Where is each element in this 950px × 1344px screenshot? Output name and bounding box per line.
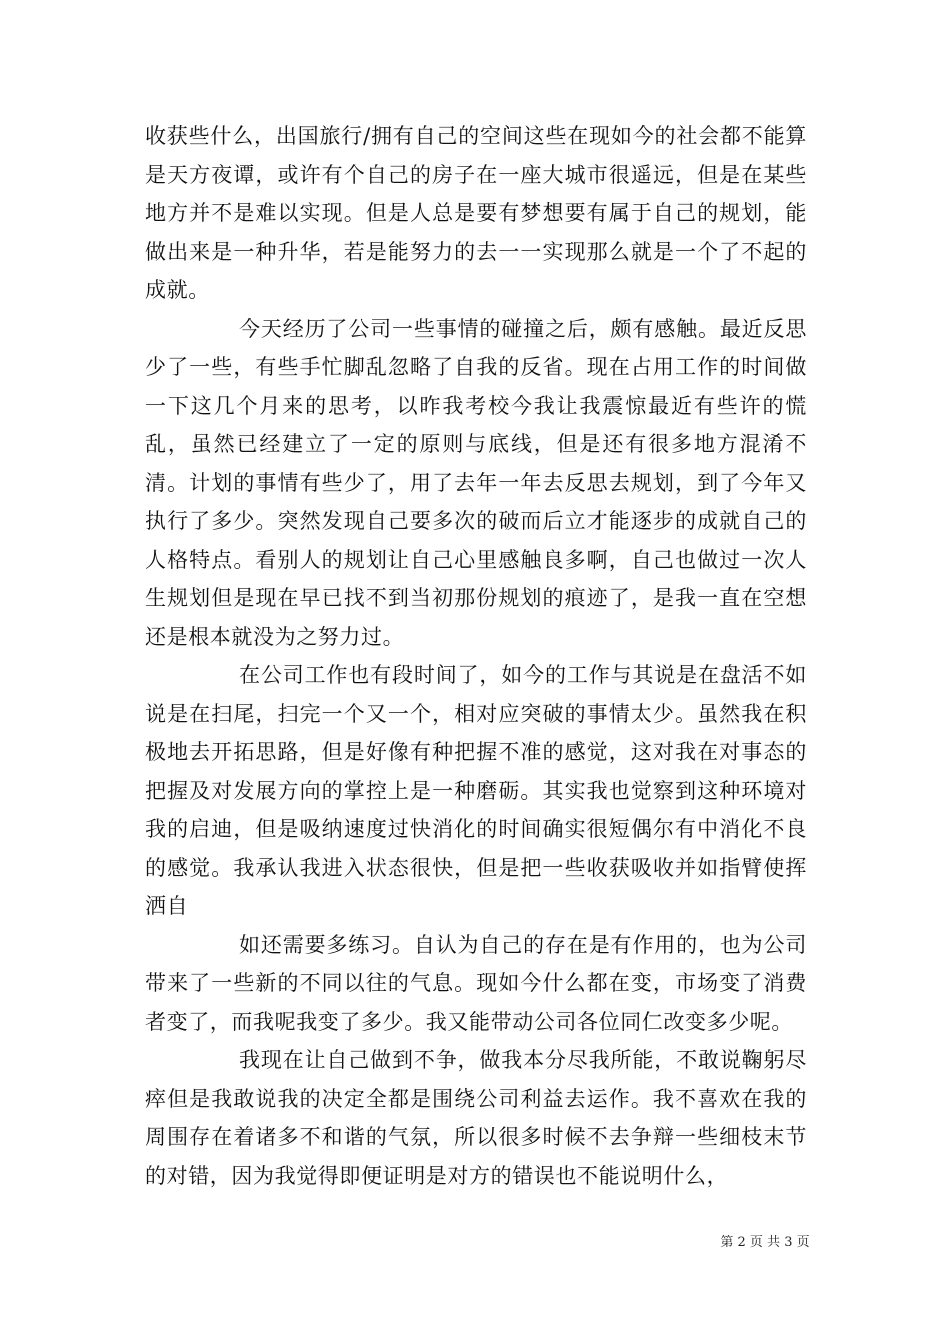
paragraph-5: 我现在让自己做到不争，做我本分尽我所能，不敢说鞠躬尽瘁但是我敢说我的决定全都是围绕公司利益去运作。我不喜欢在我的周围存在着诸多不和谐的气氛，所以很多时候不去争辩一些细枝末节的对错，因为我觉得即便证明是对方的错误也不能说明什么， [145, 1048, 807, 1188]
paragraph-3: 在公司工作也有段时间了，如今的工作与其说是在盘活不如说是在扫尾，扫完一个又一个，相对应突破的事情太少。虽然我在积极地去开拓思路，但是好像有种把握不准的感觉，这对我在对事态的把握及对发展方向的掌控上是一种磨砺。其实我也觉察到这种环境对我的启迪，但是吸纳速度过快消化的时间确实很短偶尔有中消化不良的感觉。我承认我进入状态很快，但是把一些收获吸收并如指臂使挥洒自 [145, 663, 807, 918]
page-number-label: 第 2 页 共 3 页 [720, 1235, 810, 1250]
paragraph-1: 收获些什么，出国旅行/拥有自己的空间这些在现如今的社会都不能算是天方夜谭，或许有个自己的房子在一座大城市很遥远，但是在某些地方并不是难以实现。但是人总是要有梦想要有属于自己的规划，能做出来是一种升华，若是能努力的去一一实现那么就是一个了不起的成就。 [145, 124, 807, 302]
document-body [145, 117, 807, 1195]
page-footer [0, 1235, 950, 1251]
paragraph-4: 如还需要多练习。自认为自己的存在是有作用的，也为公司带来了一些新的不同以往的气息。现如今什么都在变，市场变了消费者变了，而我呢我变了多少。我又能带动公司各位同仁改变多少呢。 [145, 932, 807, 1034]
paragraph-2: 今天经历了公司一些事情的碰撞之后，颇有感触。最近反思少了一些，有些手忙脚乱忽略了自我的反省。现在占用工作的时间做一下这几个月来的思考，以昨我考校今我让我震惊最近有些许的慌乱，虽然已经建立了一定的原则与底线，但是还有很多地方混淆不清。计划的事情有些少了，用了去年一年去反思去规划，到了今年又执行了多少。突然发现自己要多次的破而后立才能逐步的成就自己的人格特点。看别人的规划让自己心里感触良多啊，自己也做过一次人生规划但是现在早已找不到当初那份规划的痕迹了，是我一直在空想还是根本就没为之努力过。 [145, 316, 807, 649]
